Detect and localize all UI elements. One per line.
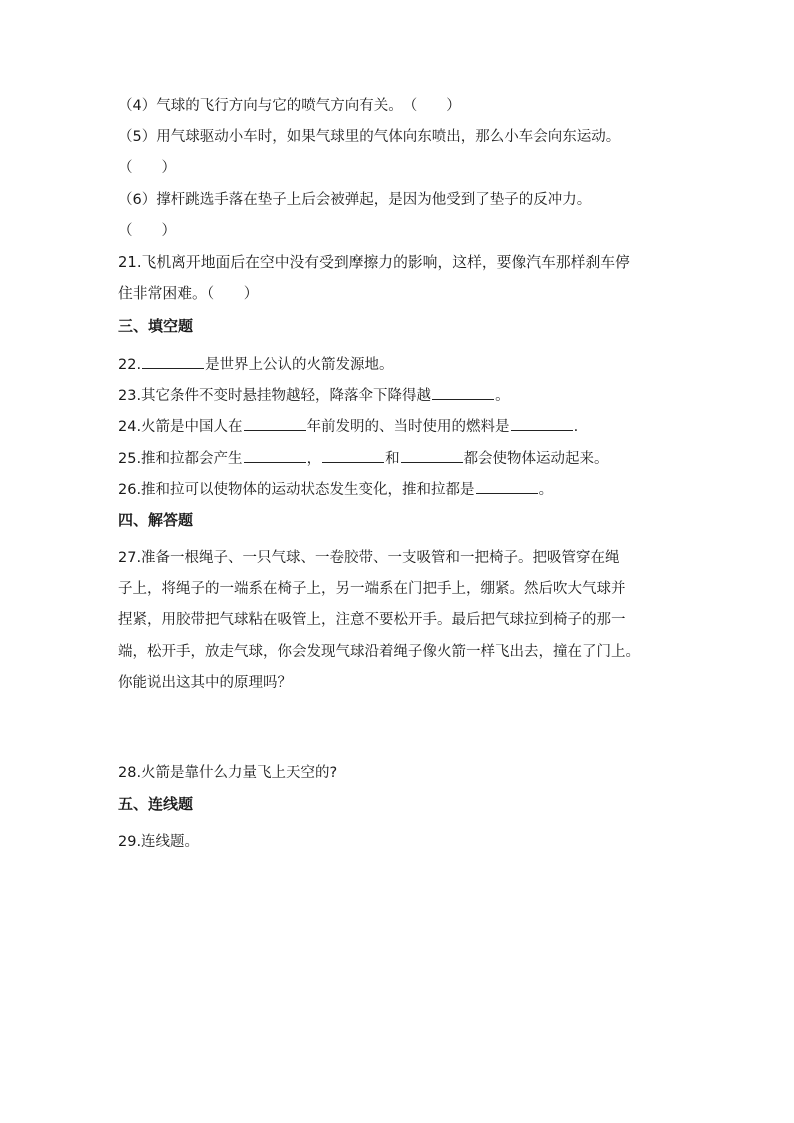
tf-item-5: （5）用气球驱动小车时，如果气球里的气体向东喷出，那么小车会向东运动。: [118, 129, 621, 145]
q24-text-2: 年前发明的、当时使用的燃料是: [306, 419, 510, 435]
q22-text: 是世界上公认的火箭发源地。: [205, 357, 394, 373]
q25-end: 都会使物体运动起来。: [463, 451, 609, 467]
q27-line-5: 你能说出这其中的原理吗？: [118, 675, 292, 691]
q25-sep-2: 和: [385, 451, 400, 467]
q24-blank-1[interactable]: [244, 416, 306, 431]
q23-blank[interactable]: [432, 385, 494, 400]
tf-item-6-paren: （ ）: [118, 223, 176, 239]
q22-number: 22.: [118, 357, 142, 373]
q23: [118, 385, 688, 406]
section-4-title: 四、解答题: [118, 511, 194, 529]
q22-blank[interactable]: [142, 354, 204, 369]
q21-line-1: 21.飞机离开地面后在空中没有受到摩擦力的影响，这样，要像汽车那样刹车停: [118, 254, 630, 271]
q29: 29.连线题。: [118, 834, 200, 850]
q25-text-1: 25.推和拉都会产生: [118, 451, 243, 467]
section-3-title: 三、填空题: [118, 317, 194, 335]
q23-end: 。: [495, 388, 510, 404]
q28: 28.火箭是靠什么力量飞上天空的?: [118, 765, 338, 781]
q21-line-2: 住非常困难。（ ）: [118, 285, 259, 302]
q24-text-1: 24.火箭是中国人在: [118, 419, 243, 435]
q27-line-4: 端，松开手，放走气球，你会发现气球沿着绳子像火箭一样飞出去，撞在了门上。: [118, 644, 640, 660]
q26-end: 。: [538, 482, 554, 498]
q23-text: 23.其它条件不变时悬挂物越轻，降落伞下降得越: [118, 388, 432, 404]
tf-item-4: （4）气球的飞行方向与它的喷气方向有关。 （ ）: [118, 98, 461, 114]
q27-line-3: 捏紧，用胶带把气球粘在吸管上，注意不要松开手。最后把气球拉到椅子的那一: [118, 612, 626, 628]
q24-end: .: [573, 419, 579, 435]
q27-line-2: 子上，将绳子的一端系在椅子上，另一端系在门把手上，绷紧。然后吹大气球并: [118, 581, 626, 597]
q26: [118, 479, 688, 500]
q26-text: 26.推和拉可以使物体的运动状态发生变化，推和拉都是: [118, 482, 475, 498]
q25-blank-1[interactable]: [244, 448, 306, 463]
q25: [118, 448, 688, 469]
q25-blank-3[interactable]: [401, 448, 463, 463]
q24-blank-2[interactable]: [511, 416, 573, 431]
q22: [118, 354, 688, 375]
q26-blank[interactable]: [476, 479, 538, 494]
q25-blank-2[interactable]: [322, 448, 384, 463]
tf-item-5-paren: （ ）: [118, 160, 176, 176]
q25-sep-1: ，: [306, 451, 322, 467]
tf-item-6: （6）撑杆跳选手落在垫子上后会被弹起，是因为他受到了垫子的反冲力。: [118, 192, 592, 208]
q27-line-1: 27.准备一根绳子、一只气球、一卷胶带、一支吸管和一把椅子。把吸管穿在绳: [118, 550, 620, 566]
section-5-title: 五、连线题: [118, 795, 194, 813]
q24: [118, 416, 688, 437]
